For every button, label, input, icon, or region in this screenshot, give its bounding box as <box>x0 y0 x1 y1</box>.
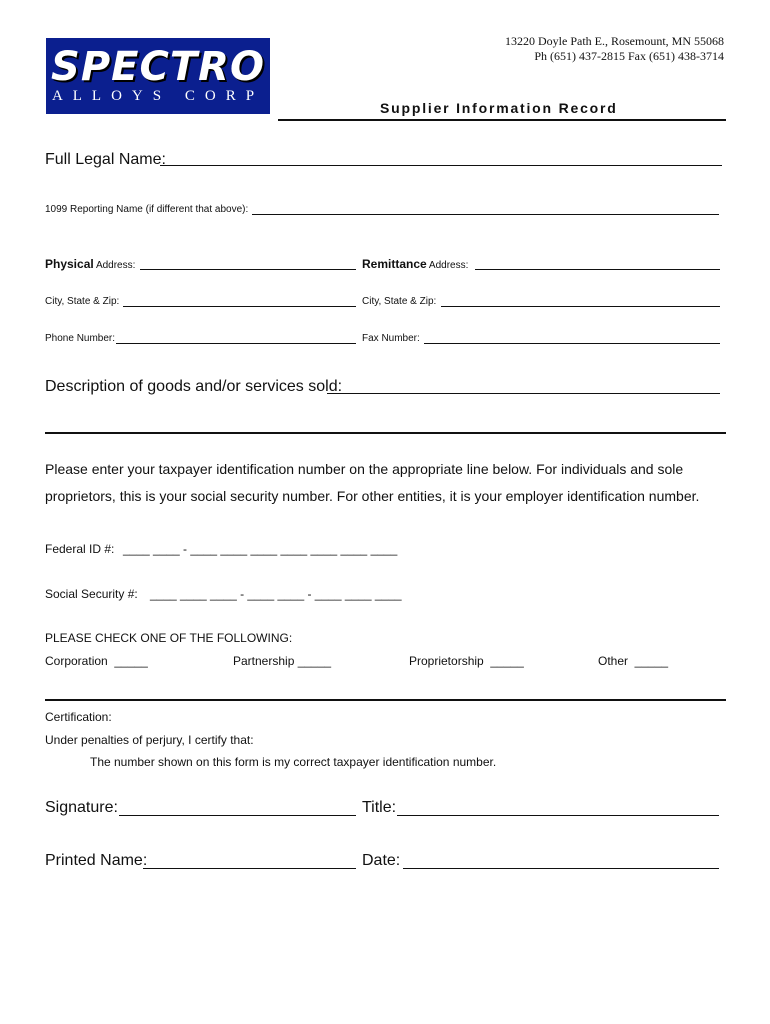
phone-number-field[interactable] <box>116 343 356 344</box>
logo-wordmark: SPECTRO <box>51 44 265 90</box>
physical-bold: Physical <box>45 257 94 271</box>
option-corporation[interactable]: Corporation _____ <box>45 654 148 668</box>
logo-subtitle: ALLOYS CORP <box>51 88 265 104</box>
printed-name-label: Printed Name: <box>45 852 148 869</box>
printed-name-field[interactable] <box>143 868 356 869</box>
remittance-address-field[interactable] <box>475 269 720 270</box>
federal-id-label: Federal ID #: <box>45 542 115 556</box>
section-divider-1 <box>45 432 726 434</box>
company-address: 13220 Doyle Path E., Rosemount, MN 55068 <box>505 34 724 48</box>
full-legal-name-label: Full Legal Name: <box>45 151 166 168</box>
physical-address-word: Address: <box>95 260 136 271</box>
city-state-zip-field-left[interactable] <box>123 306 356 307</box>
signature-field[interactable] <box>119 815 356 816</box>
reporting-name-label: 1099 Reporting Name (if different that above): <box>45 204 249 215</box>
entity-type-heading: PLEASE CHECK ONE OF THE FOLLOWING: <box>45 631 293 645</box>
remittance-address-label <box>362 257 468 271</box>
company-logo <box>46 38 270 114</box>
certification-line-1: Under penalties of perjury, I certify that: <box>45 733 254 747</box>
certification-line-2: The number shown on this form is my correct taxpayer identification number. <box>90 755 497 769</box>
fax-number-field[interactable] <box>424 343 720 344</box>
reporting-name-field[interactable] <box>252 214 719 215</box>
title-rule <box>278 119 726 121</box>
description-field[interactable] <box>327 393 720 394</box>
physical-address-label <box>45 257 135 271</box>
description-label: Description of goods and/or services sold: <box>45 378 343 395</box>
signature-label: Signature: <box>45 799 118 816</box>
ssn-label: Social Security #: <box>45 587 138 601</box>
date-label: Date: <box>362 852 401 869</box>
form-title: Supplier Information Record <box>380 100 618 116</box>
section-divider-2 <box>45 699 726 701</box>
date-field[interactable] <box>403 868 719 869</box>
option-other[interactable]: Other _____ <box>598 654 669 668</box>
city-state-zip-field-right[interactable] <box>441 306 720 307</box>
remittance-address-word: Address: <box>428 260 469 271</box>
title-field[interactable] <box>397 815 719 816</box>
full-legal-name-field[interactable] <box>160 165 722 166</box>
tin-instructions: Please enter your taxpayer identification number on the appropriate line below. For individuals and sole proprietors, this is your social security number. For other entities, it is your employer identification number. <box>45 461 700 504</box>
phone-number-label: Phone Number: <box>45 333 116 344</box>
option-partnership[interactable]: Partnership _____ <box>233 654 332 668</box>
company-phone-fax: Ph (651) 437-2815 Fax (651) 438-3714 <box>534 49 724 63</box>
city-state-zip-label-left: City, State & Zip: <box>45 296 120 307</box>
certification-heading: Certification: <box>45 710 112 724</box>
federal-id-blanks[interactable]: ____ ____ - ____ ____ ____ ____ ____ ____ ____ <box>123 542 398 556</box>
remittance-bold: Remittance <box>362 257 427 271</box>
physical-address-field[interactable] <box>140 269 356 270</box>
ssn-blanks[interactable]: ____ ____ ____ - ____ ____ - ____ ____ ____ <box>150 587 402 601</box>
option-proprietorship[interactable]: Proprietorship _____ <box>409 654 524 668</box>
city-state-zip-label-right: City, State & Zip: <box>362 296 437 307</box>
fax-number-label: Fax Number: <box>362 333 420 344</box>
title-label: Title: <box>362 799 397 816</box>
